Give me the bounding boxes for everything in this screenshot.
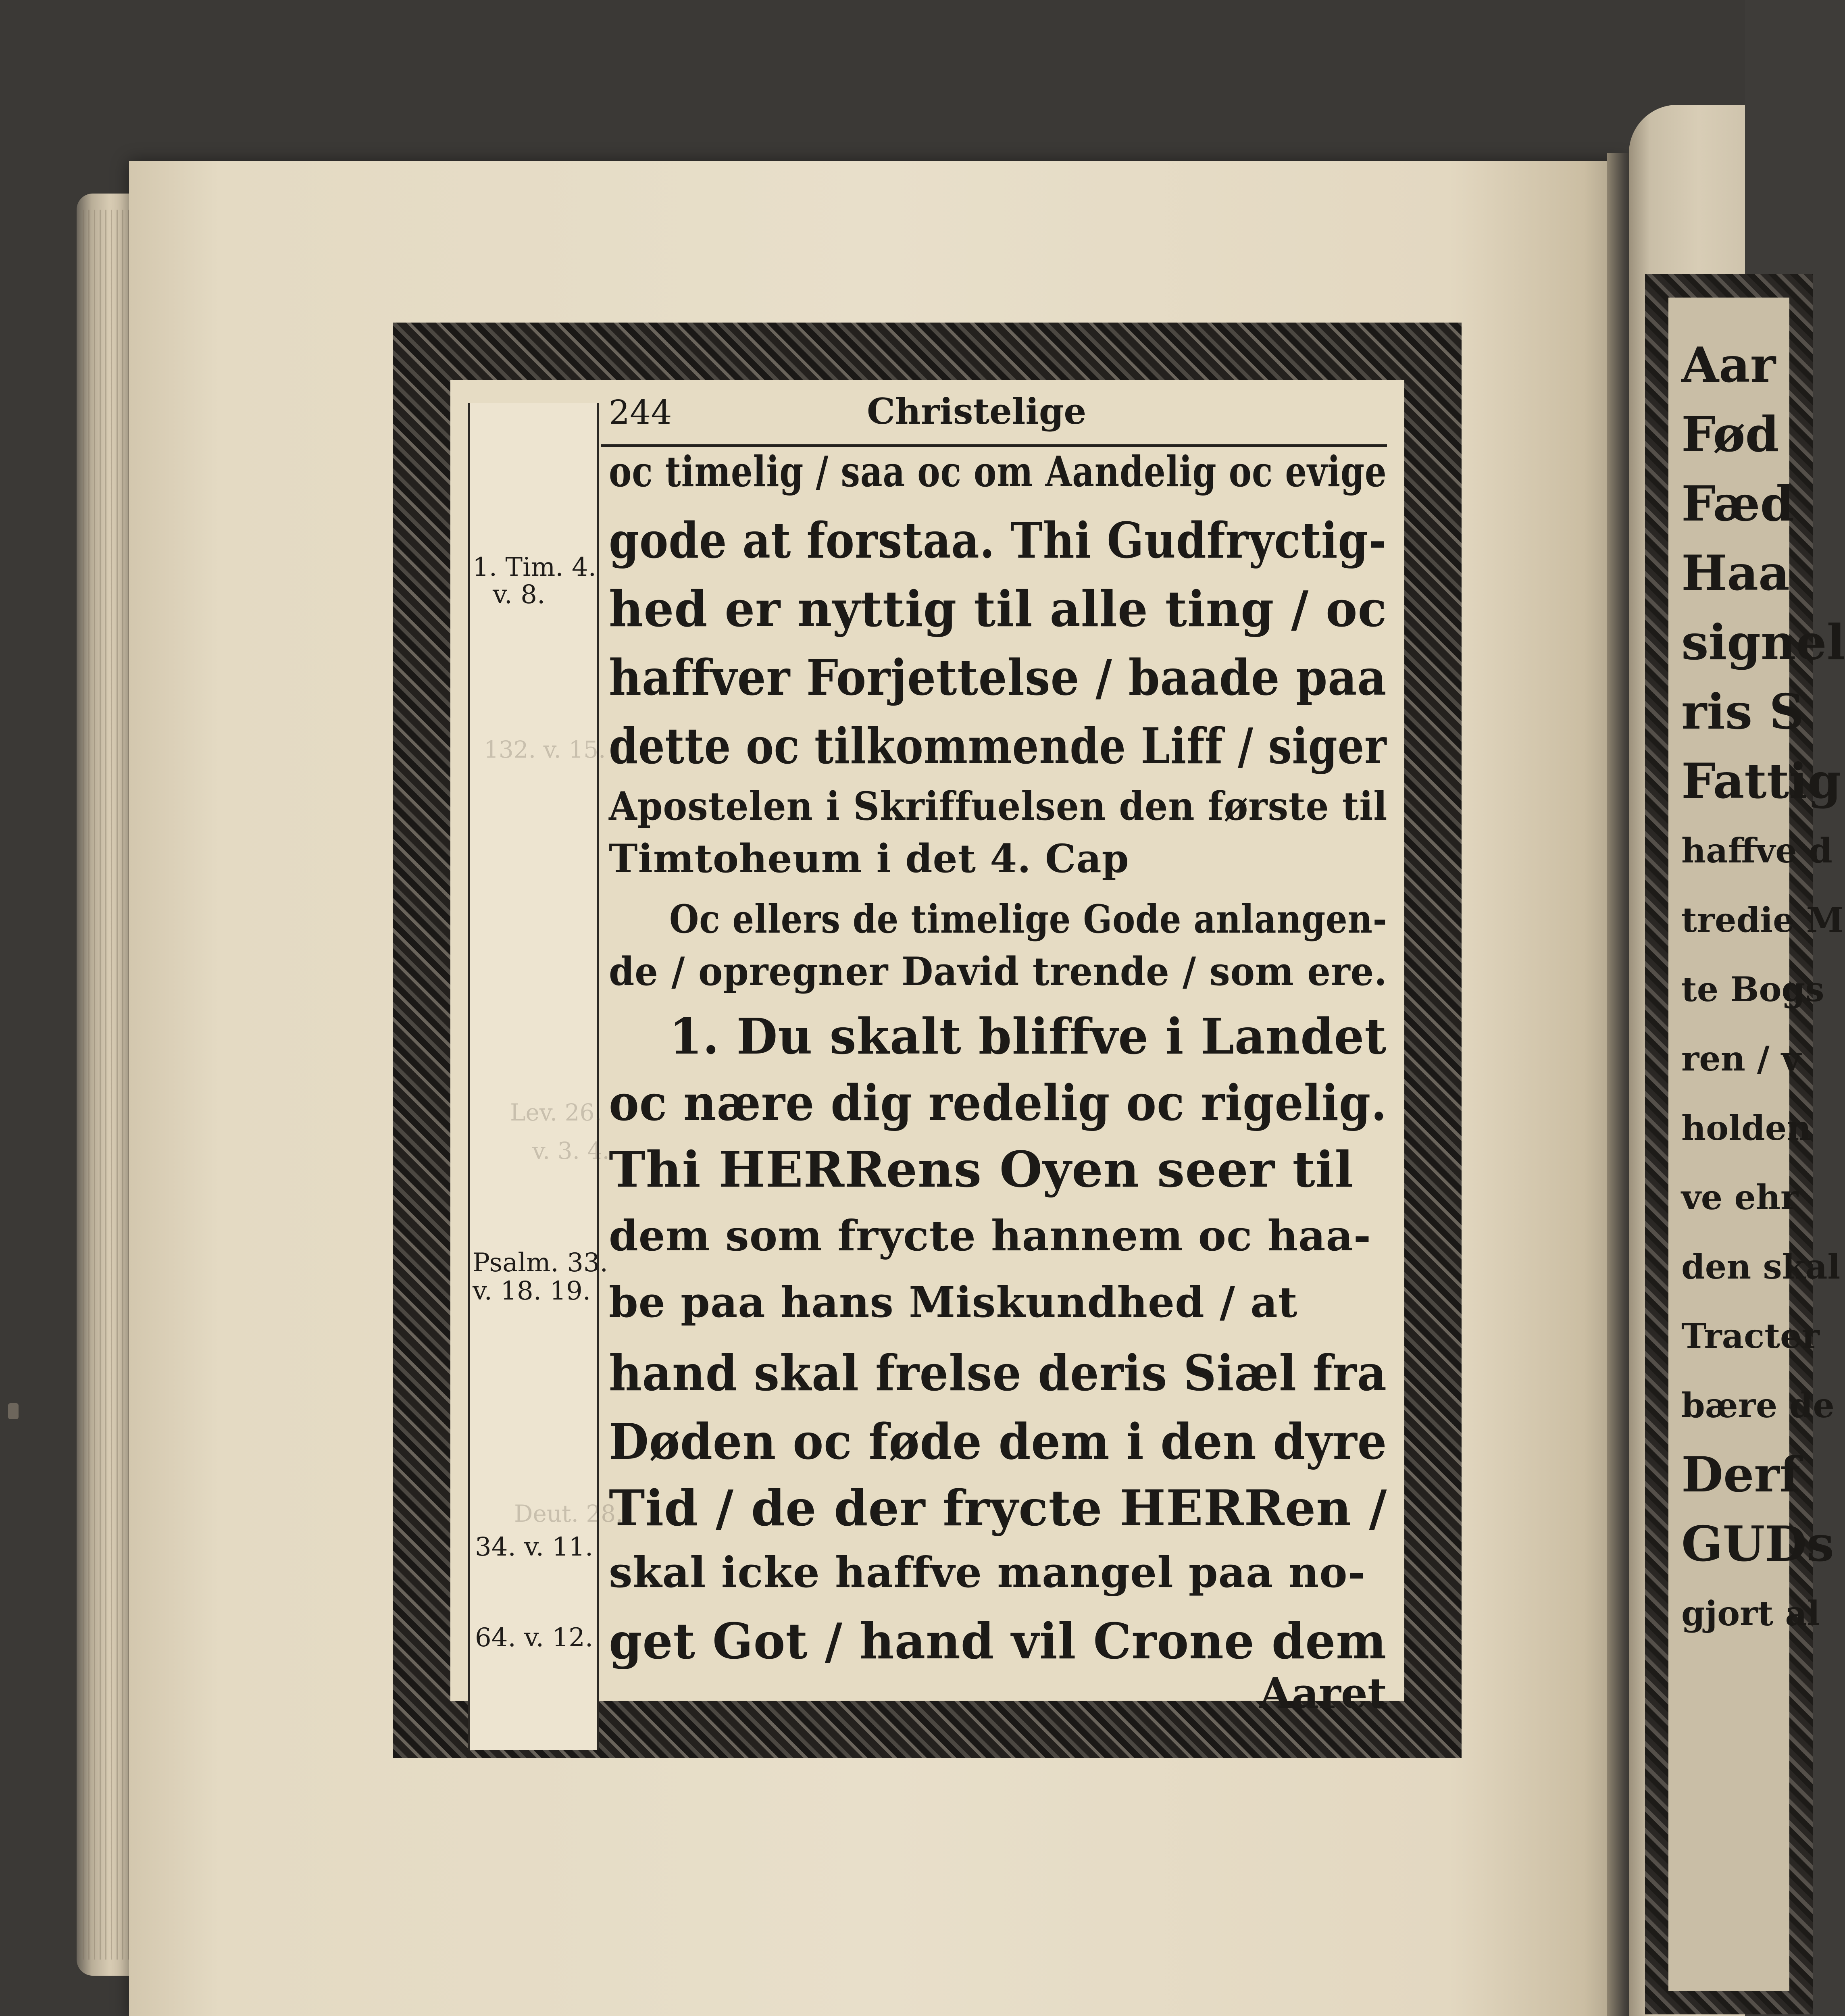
text-line: skal icke haffve mangel paa no- <box>609 1547 1366 1597</box>
facing-line: ren / v <box>1681 1039 1801 1079</box>
text-line: oc timelig / saa oc om Aandelig oc evige <box>609 447 1387 496</box>
text-line: hand skal frelse deris Siæl fra <box>609 1344 1387 1402</box>
text-line: dem som frycte hannem oc haa- <box>609 1211 1372 1260</box>
text-line: be paa hans Miskundhed / at <box>609 1277 1298 1327</box>
text-line: 1. Du skalt bliffve i Landet <box>669 1007 1387 1065</box>
text-line: gode at forstaa. Thi Gudfryctig- <box>609 511 1387 569</box>
show-through-note: Lev. 26. <box>510 1099 602 1126</box>
show-through-note: Deut. 28. <box>514 1500 623 1527</box>
margin-note: v. 18. 19. <box>473 1276 591 1306</box>
show-through-note: 132. v. 15. <box>484 736 606 763</box>
main-text-block <box>609 390 1399 1737</box>
background-mark <box>8 1403 19 1419</box>
facing-line: ve ehr <box>1681 1177 1799 1217</box>
facing-page-text <box>1681 331 1845 1648</box>
running-title: Christelige <box>867 390 1087 432</box>
text-line: get Got / hand vil Crone dem <box>609 1612 1387 1670</box>
facing-line: signel <box>1681 614 1845 671</box>
text-line: Timtoheum i det 4. Cap <box>609 836 1129 881</box>
facing-line: Aar <box>1681 337 1776 394</box>
facing-line: Fæd <box>1681 475 1794 532</box>
margin-note: 1. Tim. 4. <box>473 552 596 582</box>
facing-line: Derf <box>1681 1446 1801 1503</box>
text-line: Apostelen i Skriffuelsen den første til <box>609 783 1388 829</box>
facing-page <box>1629 105 1845 2016</box>
page-number: 244 <box>609 394 672 432</box>
text-line: Thi HERRens Oyen seer til <box>609 1140 1354 1198</box>
text-line: Døden oc føde dem i den dyre <box>609 1412 1387 1470</box>
text-line: oc nære dig redelig oc rigelig. <box>609 1074 1387 1132</box>
facing-line: GUDs <box>1681 1516 1834 1572</box>
page-edge-lines <box>83 210 131 1960</box>
text-line: de / opregner David trende / som ere. <box>609 949 1387 994</box>
facing-line: te Bogs <box>1681 969 1824 1009</box>
text-line: haffver Forjettelse / baade paa <box>609 648 1387 706</box>
facing-line: den skal <box>1681 1247 1841 1287</box>
margin-note: 64. v. 12. <box>475 1623 593 1653</box>
margin-note: Psalm. 33. <box>473 1248 608 1278</box>
facing-line: haffve d <box>1681 831 1833 871</box>
facing-line: Fattig <box>1681 753 1841 810</box>
margin-note: v. 8. <box>493 580 546 610</box>
facing-line: holden <box>1681 1108 1812 1148</box>
facing-line: gjort al <box>1681 1593 1820 1633</box>
facing-line: bære de <box>1681 1385 1835 1425</box>
facing-line: tredie M <box>1681 900 1844 940</box>
facing-line: Fød <box>1681 406 1779 463</box>
show-through-note: v. 3. 4. <box>532 1137 610 1164</box>
text-line: dette oc tilkommende Liff / siger <box>609 717 1387 775</box>
facing-line: Haa <box>1681 545 1790 602</box>
facing-line: ris S <box>1681 683 1804 740</box>
facing-line: Tracter <box>1681 1316 1820 1356</box>
text-line: Tid / de der frycte HERRen / <box>609 1479 1387 1537</box>
text-line: Oc ellers de timelige Gode anlangen- <box>669 896 1387 942</box>
text-line: hed er nyttig til alle ting / oc <box>609 580 1387 638</box>
catchword: Aaret <box>1259 1668 1387 1718</box>
margin-note: 34. v. 11. <box>475 1532 593 1562</box>
page-header <box>609 390 1387 439</box>
